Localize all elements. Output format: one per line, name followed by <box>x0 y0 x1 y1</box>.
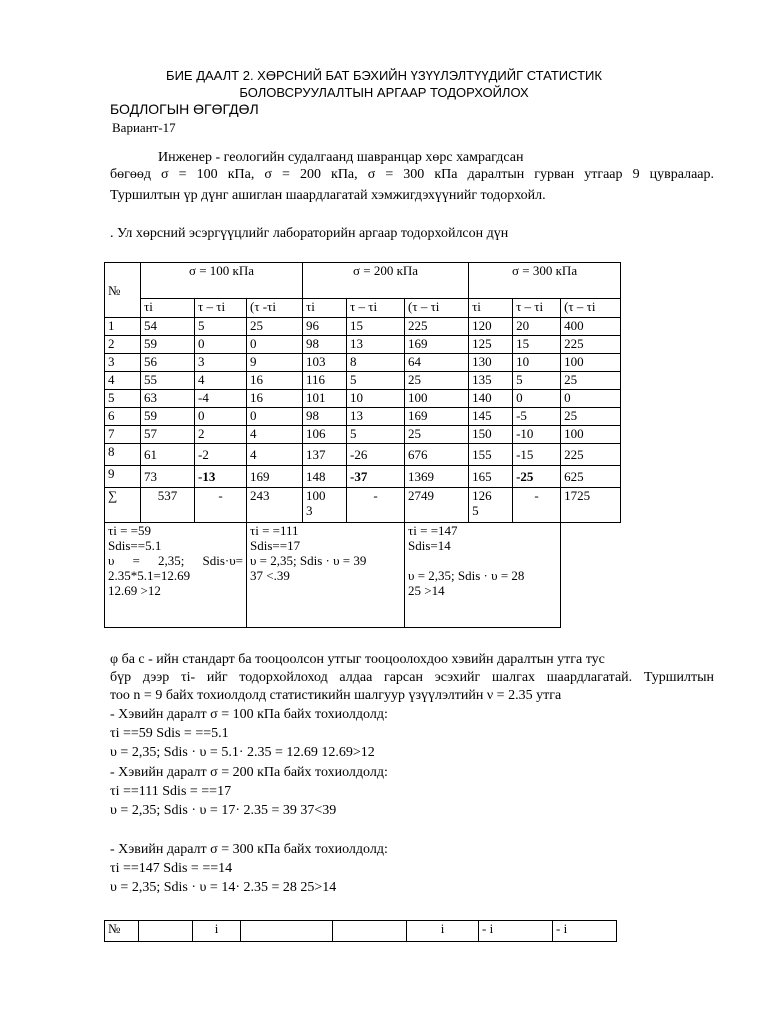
table-row <box>105 318 621 336</box>
table-cell: 59 <box>141 336 195 354</box>
table-cell: 3 <box>195 354 247 372</box>
summary-mean: τi = =147 <box>408 523 458 538</box>
case-100-title: - Хэвийн даралт σ = 100 кПа байх тохиолдолд: <box>110 707 388 722</box>
table-cell: 55 <box>141 372 195 390</box>
table-cell: 5 <box>195 318 247 336</box>
table-cell: 59 <box>141 408 195 426</box>
row-number: 7 <box>105 426 141 444</box>
row-number: 9 <box>105 466 141 488</box>
table-cell: 25 <box>405 372 469 390</box>
table-cell: -37 <box>347 466 405 488</box>
table-cell: 9 <box>247 354 303 372</box>
table-cell: 169 <box>405 408 469 426</box>
table-cell: 0 <box>195 336 247 354</box>
subheader-cell: τi <box>303 299 347 318</box>
table-cell: 0 <box>247 336 303 354</box>
table-cell: 5 <box>347 426 405 444</box>
table-cell: 120 <box>469 318 513 336</box>
sum-row <box>105 488 621 523</box>
table-cell: -2 <box>195 444 247 466</box>
summary-mean: τi = =111 <box>250 523 299 538</box>
table-cell: 64 <box>405 354 469 372</box>
table-cell: 13 <box>347 336 405 354</box>
table-caption: . Ул хөрсний эсэргүүцлийг лабораторийн аргаар тодорхойлсон дүн <box>110 226 509 241</box>
table-row <box>105 408 621 426</box>
summary-200 <box>247 523 405 628</box>
sum-cell: 2749 <box>405 488 469 523</box>
table-row <box>105 372 621 390</box>
bottom-cell: i <box>193 921 241 942</box>
variant-label: Вариант-17 <box>112 120 176 135</box>
summary-criterion: υ = 2,35; Sdis · υ = 39 <box>250 553 367 568</box>
section-heading: БОДЛОГЫН ӨГӨГДӨЛ <box>110 101 259 117</box>
row-number: 1 <box>105 318 141 336</box>
table-cell: 145 <box>469 408 513 426</box>
table-cell: 56 <box>141 354 195 372</box>
row-number: 4 <box>105 372 141 390</box>
summary-token: υ <box>108 553 115 568</box>
table-cell: 57 <box>141 426 195 444</box>
table-row <box>105 354 621 372</box>
table-cell: 4 <box>247 426 303 444</box>
table-cell: 54 <box>141 318 195 336</box>
table-cell: -15 <box>513 444 561 466</box>
table-cell: -13 <box>195 466 247 488</box>
case-200-line-2: υ = 2,35; Sdis · υ = 17· 2.35 = 39 37<39 <box>110 803 337 818</box>
table-body <box>105 318 621 488</box>
table-cell: 25 <box>561 408 621 426</box>
intro-line-1: Инженер - геологийн судалгаанд шавранцар хөрс хамрагдсан <box>158 150 524 165</box>
table-cell: 400 <box>561 318 621 336</box>
bottom-cell: № <box>105 921 139 942</box>
table-cell: 140 <box>469 390 513 408</box>
table-cell: 5 <box>347 372 405 390</box>
table-cell: 4 <box>247 444 303 466</box>
summary-token: 2,35; <box>158 553 185 568</box>
table-cell: 5 <box>513 372 561 390</box>
subheader-cell: (τ -τi <box>247 299 303 318</box>
table-cell: 116 <box>303 372 347 390</box>
table-cell: 2 <box>195 426 247 444</box>
table-cell: 98 <box>303 408 347 426</box>
group-header-300: σ = 300 кПа <box>469 263 621 299</box>
table-cell: 100 <box>561 354 621 372</box>
bottom-cell: i <box>407 921 479 942</box>
table-cell: 4 <box>195 372 247 390</box>
bottom-table <box>104 920 617 942</box>
bottom-cell <box>139 921 193 942</box>
table-cell: 106 <box>303 426 347 444</box>
no-header: № <box>105 263 141 318</box>
sum-cell: 243 <box>247 488 303 523</box>
row-number: 3 <box>105 354 141 372</box>
table-cell: 0 <box>195 408 247 426</box>
table-cell: -4 <box>195 390 247 408</box>
summary-compare: 12.69 >12 <box>108 583 161 598</box>
summary-mean: τi = =59 <box>108 523 151 538</box>
summary-sdis: Sdis=14 <box>408 538 451 553</box>
table-cell: -5 <box>513 408 561 426</box>
table-cell: 625 <box>561 466 621 488</box>
table-cell: 25 <box>405 426 469 444</box>
table-cell: 20 <box>513 318 561 336</box>
table-cell: 155 <box>469 444 513 466</box>
table-cell: 100 <box>405 390 469 408</box>
summary-sdis: Sdis==5.1 <box>108 538 162 553</box>
bottom-cell: - i <box>553 921 617 942</box>
row-number: 2 <box>105 336 141 354</box>
table-row <box>105 426 621 444</box>
table-cell: 0 <box>561 390 621 408</box>
table-cell: 169 <box>247 466 303 488</box>
summary-token: Sdis·υ= <box>202 553 243 568</box>
table-cell: 13 <box>347 408 405 426</box>
table-cell: 61 <box>141 444 195 466</box>
table-cell: 1369 <box>405 466 469 488</box>
summary-row <box>105 523 621 628</box>
analysis-line-1: φ ба с - ийн стандарт ба тооцоолсон утгыг тооцоолохдоо хэвийн даралтын утга тус <box>110 652 605 667</box>
table-cell: 225 <box>561 336 621 354</box>
table-row <box>105 444 621 466</box>
sum-symbol: ∑ <box>105 488 141 523</box>
summary-sdis: Sdis==17 <box>250 538 301 553</box>
table-cell: 130 <box>469 354 513 372</box>
sum-cell: 1725 <box>561 488 621 523</box>
intro-line-3: Туршилтын үр дүнг ашиглан шаардлагатай хэмжигдэхүүнийг тодорхойл. <box>110 188 546 203</box>
table-cell: 25 <box>247 318 303 336</box>
table-cell: 125 <box>469 336 513 354</box>
table-cell: 98 <box>303 336 347 354</box>
summary-100 <box>105 523 247 628</box>
case-100-line-2: υ = 2,35; Sdis · υ = 5.1· 2.35 = 12.69 12.69>12 <box>110 745 375 760</box>
table-row <box>105 336 621 354</box>
table-cell: 63 <box>141 390 195 408</box>
summary-token: = <box>132 553 140 568</box>
table-cell: 101 <box>303 390 347 408</box>
table-cell: 100 <box>561 426 621 444</box>
sum-cell: - <box>195 488 247 523</box>
case-200-line-1: τi ==111 Sdis = ==17 <box>110 784 232 799</box>
intro-line-2: бөгөөд σ = 100 кПа, σ = 200 кПа, σ = 300 кПа даралтын гурван утгаар 9 цувралаар. <box>110 167 714 182</box>
table-cell: -26 <box>347 444 405 466</box>
subheader-cell: (τ – τi <box>561 299 621 318</box>
bottom-cell <box>333 921 407 942</box>
case-300-title: - Хэвийн даралт σ = 300 кПа байх тохиолдолд: <box>110 842 388 857</box>
results-table <box>104 262 621 628</box>
group-header-100: σ = 100 кПа <box>141 263 303 299</box>
table-row <box>105 390 621 408</box>
table-cell: 15 <box>513 336 561 354</box>
table-cell: -10 <box>513 426 561 444</box>
table-cell: 10 <box>513 354 561 372</box>
sum-cell: 537 <box>141 488 195 523</box>
summary-compare: 37 <.39 <box>250 568 290 583</box>
summary-compare: 25 >14 <box>408 583 445 598</box>
subheader-cell: τ – τi <box>513 299 561 318</box>
table-cell: 73 <box>141 466 195 488</box>
table-cell: 0 <box>513 390 561 408</box>
bottom-cell: - i <box>479 921 553 942</box>
table-cell: 15 <box>347 318 405 336</box>
summary-criterion <box>108 553 243 568</box>
case-300-line-2: υ = 2,35; Sdis · υ = 14· 2.35 = 28 25>14 <box>110 880 337 895</box>
subheader-cell: (τ – τi <box>405 299 469 318</box>
bottom-cell <box>241 921 333 942</box>
analysis-line-3: тоо n = 9 байх тохиолдолд статистикийн шалгуур үзүүлэлтийн ν = 2.35 утга <box>110 688 562 703</box>
table-cell: 150 <box>469 426 513 444</box>
case-100-line-1: τi ==59 Sdis = ==5.1 <box>110 726 229 741</box>
table-cell: -25 <box>513 466 561 488</box>
table-cell: 25 <box>561 372 621 390</box>
row-number: 6 <box>105 408 141 426</box>
table-cell: 137 <box>303 444 347 466</box>
table-cell: 10 <box>347 390 405 408</box>
case-300-line-1: τi ==147 Sdis = ==14 <box>110 861 233 876</box>
table-cell: 96 <box>303 318 347 336</box>
table-cell: 169 <box>405 336 469 354</box>
table-cell: 103 <box>303 354 347 372</box>
table-cell: 225 <box>405 318 469 336</box>
subheader-cell: τ – τi <box>347 299 405 318</box>
table-cell: 0 <box>247 408 303 426</box>
table-cell: 16 <box>247 372 303 390</box>
sum-cell: 100 3 <box>303 488 347 523</box>
row-number: 8 <box>105 444 141 466</box>
table-cell: 225 <box>561 444 621 466</box>
document-title-line-1: БИЕ ДААЛТ 2. ХӨРСНИЙ БАТ БЭХИЙН ҮЗҮҮЛЭЛТҮҮДИЙГ СТАТИСТИК <box>166 68 602 83</box>
summary-spacer <box>408 553 557 568</box>
summary-product: 2.35*5.1=12.69 <box>108 568 191 583</box>
subheader-cell: τi <box>469 299 513 318</box>
sum-cell: - <box>347 488 405 523</box>
summary-criterion: υ = 2,35; Sdis · υ = 28 <box>408 568 525 583</box>
group-header-200: σ = 200 кПа <box>303 263 469 299</box>
table-cell: 16 <box>247 390 303 408</box>
table-cell: 676 <box>405 444 469 466</box>
summary-300 <box>405 523 561 628</box>
table-cell: 8 <box>347 354 405 372</box>
subheader-cell: τi <box>141 299 195 318</box>
table-cell: 148 <box>303 466 347 488</box>
sum-cell: 126 5 <box>469 488 513 523</box>
table-cell: 165 <box>469 466 513 488</box>
case-200-title: - Хэвийн даралт σ = 200 кПа байх тохиолдолд: <box>110 765 388 780</box>
analysis-line-2: бүр дээр τi- ийг тодорхойлоход алдаа гарсан эсэхийг шалгах шаардлагатай. Туршилтын <box>110 670 714 685</box>
sum-cell: - <box>513 488 561 523</box>
table-cell: 135 <box>469 372 513 390</box>
document-title-line-2: БОЛОВСРУУЛАЛТЫН АРГААР ТОДОРХОЙЛОХ <box>239 85 529 100</box>
row-number: 5 <box>105 390 141 408</box>
subheader-cell: τ – τi <box>195 299 247 318</box>
table-row <box>105 466 621 488</box>
